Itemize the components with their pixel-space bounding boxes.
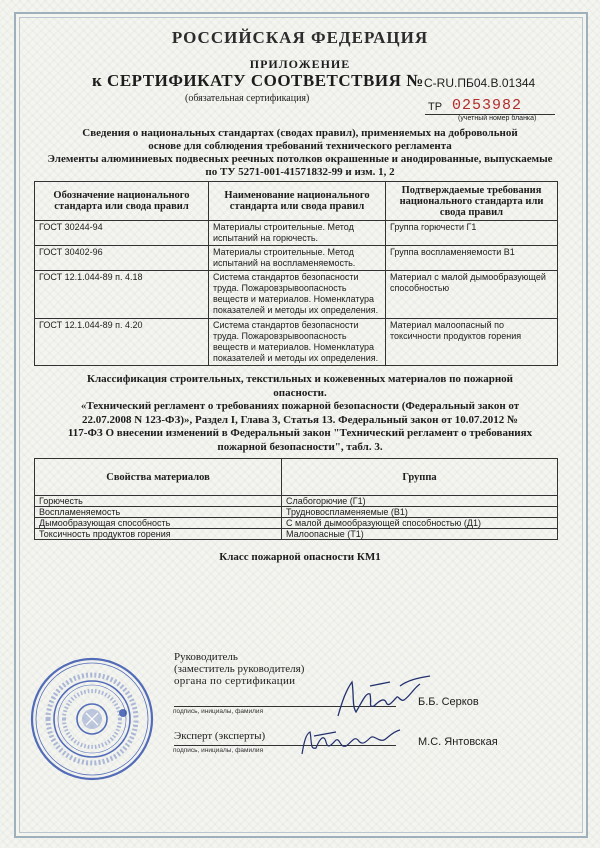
table-cell: Слабогорючие (Г1) (282, 496, 558, 507)
table-cell: ГОСТ 30244-94 (35, 221, 209, 246)
tp-label: ТР (428, 101, 443, 113)
table-cell: Материалы строительные. Метод испытаний на воспламеняемость. (209, 246, 386, 271)
table-cell: Малоопасные (Т1) (282, 529, 558, 540)
head-organ: органа по сертификации (174, 675, 296, 687)
column-header: Обозначение национального стандарта или свода правил (35, 182, 209, 221)
table-cell: Токсичность продуктов горения (35, 529, 282, 540)
column-header: Подтверждаемые требования национального стандарта или свода правил (386, 182, 558, 221)
table-cell: Воспламеняемость (35, 507, 282, 518)
classification-block (40, 373, 560, 454)
table-cell: Трудновоспламеняемые (В1) (282, 507, 558, 518)
column-header: Наименование национального стандарта или свода правил (209, 182, 386, 221)
classification-line: пожарной безопасности", табл. 3. (217, 440, 383, 453)
certificate-title: к СЕРТИФИКАТУ СООТВЕТСТВИЯ № (92, 71, 424, 90)
intro-line: Сведения о национальных стандартах (сводах правил), применяемых на добровольной (82, 127, 518, 139)
table-row (35, 529, 558, 540)
expert-signature-label: Эксперт (эксперты) (174, 730, 266, 742)
table-row (35, 319, 558, 366)
table-cell: ГОСТ 12.1.044-89 п. 4.18 (35, 271, 209, 319)
head-name: Б.Б. Серков (418, 696, 479, 708)
table-row (35, 518, 558, 529)
classification-line: 22.07.2008 N 123-ФЗ)», Раздел I, Глава 3, Статья 13. Федеральный закон от 10.07.2012 № (81, 413, 519, 426)
table-cell: ГОСТ 12.1.044-89 п. 4.20 (35, 319, 209, 366)
intro-line: Элементы алюминиевых подвесных реечных потолков окрашенные и анодированные, выпускаемые (47, 153, 553, 165)
head-signature-caption: подпись, инициалы, фамилия (173, 708, 264, 715)
table-header-row (35, 182, 558, 221)
mandatory-note: (обязательная сертификация) (185, 93, 310, 104)
seal-stamp (28, 655, 156, 783)
table-cell: Система стандартов безопасности труда. Пожаровзрывоопасность веществ и материалов. Номенклатура показателей и методы их определения. (209, 271, 386, 319)
table-cell: ГОСТ 30402-96 (35, 246, 209, 271)
table-cell: Горючесть (35, 496, 282, 507)
table-cell: С малой дымообразующей способностью (Д1) (282, 518, 558, 529)
head-subtitle: (заместитель руководителя) (174, 663, 305, 675)
column-header: Группа (282, 459, 558, 496)
table-header-row (35, 459, 558, 496)
fire-class: Класс пожарной опасности КМ1 (219, 551, 381, 563)
table-cell: Материал с малой дымообразующей способностью (386, 271, 558, 319)
table-cell: Группа воспламеняемости В1 (386, 246, 558, 271)
table-cell: Материал малоопасный по токсичности продуктов горения (386, 319, 558, 366)
table-row (35, 496, 558, 507)
head-signature-label (174, 651, 304, 687)
column-header: Свойства материалов (35, 459, 282, 496)
expert-signature-caption: подпись, инициалы, фамилия (173, 747, 264, 754)
table-row (35, 507, 558, 518)
head-title: Руководитель (174, 651, 238, 663)
expert-handwritten-signature (296, 724, 406, 760)
standards-table (34, 181, 558, 366)
expert-name: М.С. Янтовская (418, 736, 498, 748)
table-cell: Дымообразующая способность (35, 518, 282, 529)
classification-line: 117-ФЗ О внесении изменений в Федеральный закон "Технический регламент о требованиях (67, 427, 533, 439)
classification-line: опасности. (273, 386, 327, 399)
table-cell: Система стандартов безопасности труда. Пожаровзрывоопасность веществ и материалов. Номенклатура показателей и методы их определения. (209, 319, 386, 366)
table-cell: Материалы строительные. Метод испытаний на горючесть. (209, 221, 386, 246)
intro-block (30, 127, 570, 179)
table-row (35, 246, 558, 271)
table-row (35, 221, 558, 246)
country-title: РОССИЙСКАЯ ФЕДЕРАЦИЯ (171, 28, 429, 47)
certificate-number: C-RU.ПБ04.В.01344 (424, 76, 536, 90)
intro-line: основе для соблюдения требований технического регламента (148, 140, 452, 152)
intro-line: по ТУ 5271-001-41571832-99 и изм. 1, 2 (205, 166, 395, 178)
blank-number-note: (учетный номер бланка) (458, 115, 537, 122)
properties-table (34, 458, 558, 540)
table-cell: Группа горючести Г1 (386, 221, 558, 246)
classification-line: «Технический регламент о требованиях пожарной безопасности (Федеральный закон от (80, 400, 520, 412)
blank-number: 0253982 (452, 97, 523, 114)
table-row (35, 271, 558, 319)
annex-title: ПРИЛОЖЕНИЕ (249, 57, 351, 71)
classification-line: Классификация строительных, текстильных и кожевенных материалов по пожарной (87, 373, 513, 385)
